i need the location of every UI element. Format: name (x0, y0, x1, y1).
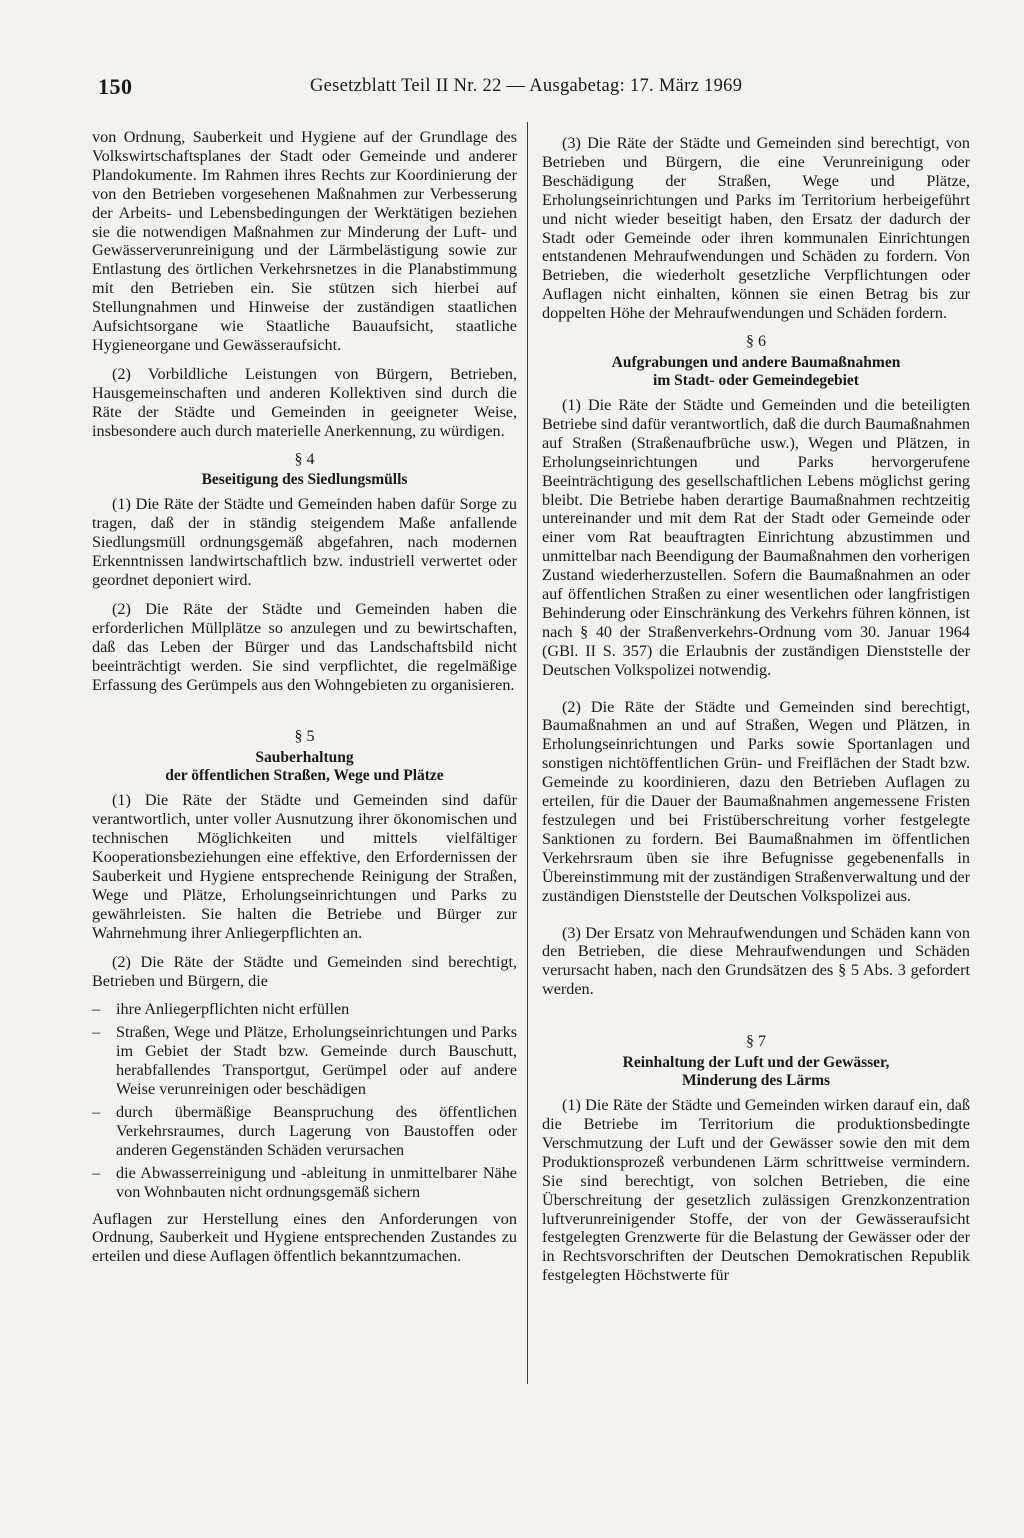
list-item: – ihre Anliegerpflichten nicht erfüllen (92, 1000, 517, 1019)
section-5-title-line-1: Sauberhaltung (255, 749, 354, 767)
section-5-paragraph-3: Auflagen zur Herstellung eines den Anforderungen von Ordnung, Sauberkeit und Hygiene entsprechenden Zustandes zu erteilen und diese Auflagen öffentlich bekanntzumachen. (92, 1209, 517, 1266)
section-6-paragraph-2: (2) Die Räte der Städte und Gemeinden sind berechtigt, Baumaßnahmen an und auf Straßen, Wegen und Plätzen, in Erholungseinrichtungen und Parks sowie Sportanlagen und sonstigen nichtöffentlichen Grün- und Freiflächen der Stadt bzw. Gemeinde zu koordinieren, dazu den Betrieben Auflagen zu erteilen, für die Dauer der Baumaßnahmen angemessene Fristen festzulegen und bei Fristüberschreitung vorher festgelegte Sanktionen zu fordern. Bei Baumaßnahmen im öffentlichen Verkehrsraum üben sie ihre Befugnisse gegebenenfalls in Übereinstimmung mit der zuständigen Straßenverwaltung und der zuständigen Dienststelle der Deutschen Volkspolizei aus. (542, 697, 970, 905)
paragraph-continued: von Ordnung, Sauberkeit und Hygiene auf der Grundlage des Volkswirtschaftsplanes der Stadt oder Gemeinde und anderer Plandokumente. Im Rahmen ihres Rechts zur Koordinierung der von den Betrieben vorgesehenen Maßnahmen zur Verbesserung der Arbeits- und Lebensbedingungen der Werktätigen beziehen sie die notwendigen Maßnahmen zur Minderung der Luft- und Gewässerverunreinigung und der Lärmbelästigung sowie zur Entlastung des örtlichen Verkehrsnetzes in die Planabstimmung mit den Betrieben ein. Sie stützen sich hierbei auf Stellungnahmen und Hinweise der zuständigen staatlichen Aufsichtsorgane wie Staatliche Bauaufsicht, staatliche Hygieneorgane und Gewässeraufsicht. (92, 128, 517, 354)
list-item: – durch übermäßige Beanspruchung des öffentlichen Verkehrsraumes, durch Lagerung von Baustoffen oder anderen Gegenständen Schäden verursachen (92, 1103, 517, 1160)
left-column (92, 128, 517, 1276)
section-6-number: § 6 (746, 333, 766, 351)
section-7-title-line-1: Reinhaltung der Luft und der Gewässer, (622, 1054, 890, 1072)
section-7-paragraph-1: (1) Die Räte der Städte und Gemeinden wirken darauf ein, daß die Betriebe im Territorium die produktionsbedingte Verschmutzung der Luft und der Gewässer sowie den mit dem Produktionsprozeß verbundenen Lärm schrittweise vermindern. Sie sind berechtigt, von solchen Betrieben, die eine Überschreitung der gesetzlich zulässigen Grenzkonzentration luftverunreinigender Stoffe, der von der Gewässeraufsicht festgelegten Grenzwerte für die Belastung der Gewässer oder der in Rechtsvorschriften der Deutschen Demokratischen Republik festgelegten Höchstwerte für (542, 1096, 970, 1285)
section-5-paragraph-4: (3) Die Räte der Städte und Gemeinden sind berechtigt, von Betrieben und Bürgern, die eine Verunreinigung oder Beschädigung der Straßen, Wege und Plätze, Erholungseinrichtungen und Parks im Territorium herbeigeführt und nicht wieder beseitigt haben, den Ersatz der dadurch der Stadt oder Gemeinde oder ihren kommunalen Einrichtungen entstandenen Mehraufwendungen und Schäden zu fordern. Von Betrieben, die wiederholt gesetzliche Verpflichtungen oder Auflagen nicht einhalten, können sie einen Betrag bis zur doppelten Höhe der Mehraufwendungen und Schäden fordern. (542, 134, 970, 323)
section-6-title-line-1: Aufgrabungen und andere Baumaßnahmen (611, 353, 901, 371)
section-7-title (542, 1054, 970, 1090)
section-7-title-line-2: Minderung des Lärms (681, 1072, 831, 1090)
paragraph-2: (2) Vorbildliche Leistungen von Bürgern, Betrieben, Hausgemeinschaften und anderen Kollektiven sind durch die Räte der Städte und Gemeinden in geeigneter Weise, insbesondere auch durch materielle Anerkennung, zu würdigen. (92, 364, 517, 440)
section-5-paragraph-2: (2) Die Räte der Städte und Gemeinden sind berechtigt, Betrieben und Bürgern, die (92, 952, 517, 990)
section-5-title-line-2: der öffentlichen Straßen, Wege und Plätze (165, 767, 444, 785)
gazette-issue-title: Gesetzblatt Teil II Nr. 22 — Ausgabetag: 17. März 1969 (310, 76, 743, 96)
list-item: – die Abwasserreinigung und -ableitung in unmittelbarer Nähe von Wohnbauten nicht ordnungsgemäß sichern (92, 1164, 517, 1202)
section-6-paragraph-3: (3) Der Ersatz von Mehraufwendungen und Schäden kann von den Betrieben, die diese Mehraufwendungen und Schäden verursacht haben, nach den Grundsätzen des § 5 Abs. 3 gefordert werden. (542, 923, 970, 999)
section-4-paragraph-1: (1) Die Räte der Städte und Gemeinden haben dafür Sorge zu tragen, daß der in ständig steigendem Maße anfallende Siedlungsmüll ordnungsgemäß abgefahren, nach modernen Erkenntnissen landwirtschaftlich bzw. industriell verwertet oder geordnet deponiert wird. (92, 495, 517, 590)
page-header (92, 74, 972, 108)
section-5-number: § 5 (294, 728, 315, 746)
section-5-paragraph-1: (1) Die Räte der Städte und Gemeinden sind dafür verantwortlich, unter voller Ausnutzung ihrer ökonomischen und technischen Möglichkeiten und mittels vielfältiger Kooperationsbeziehungen eine effektive, den Erfordernissen der Sauberkeit und Hygiene entsprechende Reinigung der Straßen, Wege und Plätze, Erholungseinrichtungen und Parks zu gewährleisten. Sie halten die Betriebe und Bürger zur Wahrnehmung ihrer Anliegerpflichten an. (92, 791, 517, 942)
section-5-dash-list (92, 1000, 517, 1201)
page-number: 150 (98, 74, 133, 99)
section-6-paragraph-1: (1) Die Räte der Städte und Gemeinden und die beteiligten Betriebe sind dafür verantwortlich, daß die durch Baumaßnahmen auf Straßen (Straßenaufbrüche usw.), Wegen und Plätzen, in Erholungseinrichtungen und Parks hervorgerufene Beeinträchtigung des gesellschaftlichen Lebens möglichst gering bleibt. Die Betriebe haben derartige Baumaßnahmen rechtzeitig untereinander und mit dem Rat der Stadt oder Gemeinde oder einer vom Rat beauftragten Einrichtung abzustimmen und unmittelbar nach Beendigung der Baumaßnahmen den vorherigen Zustand wiederherzustellen. Sofern die Baumaßnahmen an oder auf öffentlichen Straßen zu einer wesentlichen oder langfristigen Behinderung oder Einschränkung des Verkehrs führen können, ist nach § 40 der Straßenverkehrs-Ordnung vom 30. Januar 1964 (GBl. II S. 357) die Erlaubnis der zuständigen Dienststelle der Deutschen Volkspolizei notwendig. (542, 395, 970, 679)
section-5-title (92, 749, 517, 785)
section-4-paragraph-2: (2) Die Räte der Städte und Gemeinden haben die erforderlichen Müllplätze so anzulegen und zu bewirtschaften, daß das Leben der Bürger und das Landschaftsbild nicht beeinträchtigt werden. Sie sind verpflichtet, die regelmäßige Erfassung des Gerümpels aus den Wohngebieten zu organisieren. (92, 599, 517, 694)
right-column (542, 134, 970, 1295)
section-4-number: § 4 (294, 450, 315, 468)
list-item: – Straßen, Wege und Plätze, Erholungseinrichtungen und Parks im Gebiet der Stadt bzw. Gemeinde durch Bauschutt, herabfallendes Transportgut, Gerümpel oder auf andere Weise verunreinigen oder beschädigen (92, 1023, 517, 1099)
section-6-title-line-2: im Stadt- oder Gemeindegebiet (653, 371, 859, 389)
column-divider (527, 122, 528, 1384)
section-7-number: § 7 (746, 1033, 766, 1051)
section-4-title (92, 471, 517, 489)
section-6-title (542, 354, 970, 390)
section-4-title-line: Beseitigung des Siedlungsmülls (201, 471, 408, 489)
